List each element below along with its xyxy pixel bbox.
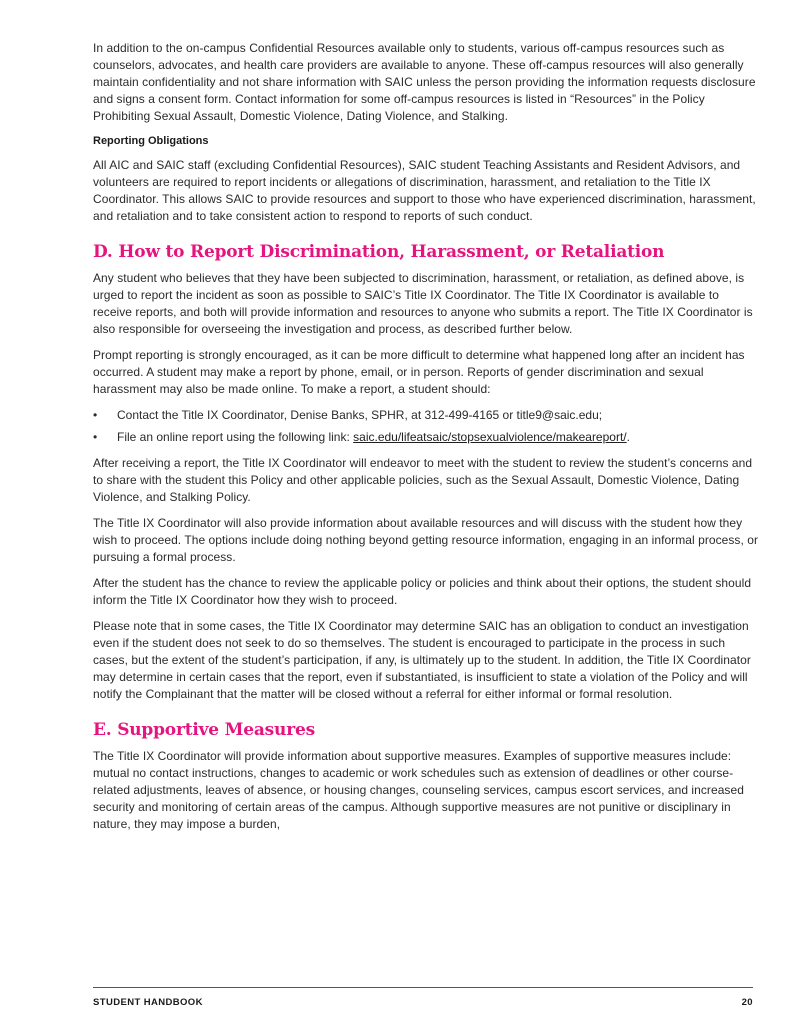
subheading-reporting-obligations: Reporting Obligations — [93, 135, 209, 147]
paragraph-inform-coordinator: After the student has the chance to review the applicable policy or policies and think about their options, the student should inform the Title IX Coordinator how they wish to proceed. — [93, 576, 752, 607]
paragraph-resources-options: The Title IX Coordinator will also provide information about available resources and will discuss with the student how they wish to proceed. The options include doing nothing beyond getting resource information, engaging in an informal process, or pursuing a formal process. — [93, 516, 759, 564]
footer-title: STUDENT HANDBOOK — [93, 997, 203, 1008]
report-methods-list — [93, 407, 758, 446]
list-item-text: File an online report using the following link: — [117, 430, 354, 444]
paragraph-off-campus-resources: In addition to the on-campus Confidential Resources available only to students, various off-campus resources such as counselors, advocates, and health care providers are available to anyone. These off-campus resources will also generally maintain confidentiality and not share information with SAIC unless the person providing the information requests disclosure and signs a consent form. Contact information for some off-campus resources is listed in “Resources” in the Policy Prohibiting Sexual Assault, Domestic Violence, Dating Violence, and Stalking. — [93, 41, 756, 123]
page-footer — [93, 987, 753, 1008]
list-item-contact-coordinator — [93, 407, 758, 424]
paragraph-reporting-obligations: All AIC and SAIC staff (excluding Confidential Resources), SAIC student Teaching Assistants and Resident Advisors, and volunteers are required to report incidents or allegations of discrimination, harassment, and retaliation to the Title IX Coordinator. This allows SAIC to provide resources and support to those who have experienced discrimination, harassment, and retaliation and to take consistent action to respond to reports of such conduct. — [93, 158, 756, 223]
list-item-suffix: . — [626, 430, 630, 444]
page-number: 20 — [741, 997, 753, 1008]
document-page — [93, 40, 758, 842]
bullet-icon: • — [93, 430, 98, 444]
paragraph-d-intro: Any student who believes that they have been subjected to discrimination, harassment, or retaliation, as defined above, is urged to report the incident as soon as possible to SAIC’s Title IX Coordinator. The Title IX Coordinator is available to receive reports, and both will provide information and resources to anyone who submits a report. The Title IX Coordinator is also responsible for overseeing the investigation and process, as described further below. — [93, 271, 753, 336]
paragraph-prompt-reporting: Prompt reporting is strongly encouraged, as it can be more difficult to determine what happened long after an incident has occurred. A student may make a report by phone, email, or in person. Reports of gender discrimination and sexual harassment may also be made online. To make a report, a student should: — [93, 348, 745, 396]
online-report-link[interactable]: saic.edu/lifeatsaic/stopsexualviolence/makeareport/ — [353, 430, 627, 444]
bullet-icon: • — [93, 408, 98, 422]
list-item-text: Contact the Title IX Coordinator, Denise Banks, SPHR, at 312-499-4165 or title9@saic.edu; — [117, 408, 603, 422]
section-heading-e: E. Supportive Measures — [93, 720, 315, 740]
section-heading-d: D. How to Report Discrimination, Harassment, or Retaliation — [93, 242, 665, 262]
paragraph-supportive-measures: The Title IX Coordinator will provide information about supportive measures. Examples of supportive measures include: mutual no contact instructions, changes to academic or work schedules such as extension of deadlines or other course-related adjustments, leaves of absence, or housing changes, counseling services, campus escort services, and increased security and monitoring of certain areas of the campus. Although supportive measures are not punitive or disciplinary in nature, they may impose a burden, — [93, 749, 744, 831]
list-item-online-report — [93, 429, 758, 446]
paragraph-investigation-note: Please note that in some cases, the Title IX Coordinator may determine SAIC has an obligation to conduct an investigation even if the student does not seek to do so themselves. The student is encouraged to participate in the process in such cases, but the extent of the student’s participation, if any, is ultimately up to the student. In addition, the Title IX Coordinator may determine in certain cases that the report, even if substantiated, is insufficient to state a violation of the Policy and will notify the Complainant that the matter will be closed without a referral for either informal or formal resolution. — [93, 619, 751, 701]
paragraph-after-report: After receiving a report, the Title IX Coordinator will endeavor to meet with the student to review the student’s concerns and to share with the student this Policy and other applicable policies, such as the Sexual Assault, Domestic Violence, Dating Violence, and Stalking Policy. — [93, 456, 753, 504]
